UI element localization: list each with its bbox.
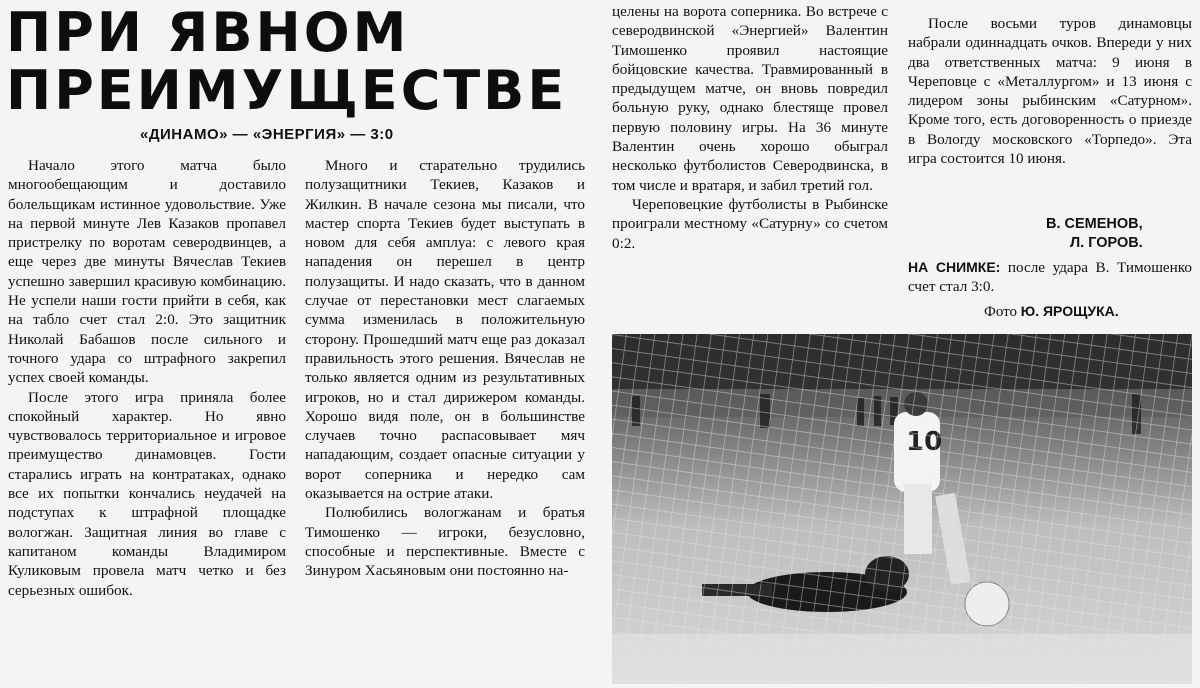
paragraph: целены на ворота соперника. Во встрече с северодвинской «Энергией» Валентин Тимошенко проявил настоящие бойцовские качества. Травмированный в предыдущем матче, он вновь повредил больную руку, однако блестяще провел первую половину игры. На 36 минуте Валентин очень хорошо обыграл несколько футболистов Северодвинска, в том числе и вратаря, и забил третий гол. xyxy=(612,3,888,194)
caption-text: после удара В. Тимошенко счет стал 3:0. xyxy=(908,259,1192,296)
match-photo-drawing xyxy=(612,334,1192,684)
paragraph: Начало этого матча было многообещающим и доставило болельщикам истинное удовольствие. Уже на первой минуте Лев Казаков пропавел пристрелку по воротам северодвинцев, а еще через две минуты Вячеслав Текиев успешно завершил красивую комбинацию. Не успели наши гости прийти в себя, как на табло счет стал 2:0. Это защитник Николай Бабашов после сильного и точного удара со штрафного закрепил успех своей команды. xyxy=(8,157,286,387)
paragraph: После восьми туров динамовцы набрали одиннадцать очков. Впереди у них два ответственных матча: 9 июня в Череповце с «Металлургом» и 13 июня с лидером зоны рыбинским «Сатурном». Кроме того, есть договоренность о приезде в Вологду московского «Торпедо». Эта игра состоится 10 июня. xyxy=(908,15,1192,168)
credit-prefix: Фото xyxy=(984,304,1018,320)
paragraph: Череповецкие футболисты в Рыбинске проиграли местному «Сатурну» со счетом 0:2. xyxy=(612,195,888,252)
author-signature-1: В. СЕМЕНОВ, xyxy=(1046,216,1143,232)
paragraph: После этого игра приняла более спокойный характер. Но явно чувствовалось территориальное и игровое преимущество динамовцев. Гости старались играть на контратаках, однако все их попытки кончались неудачей на подступах к штрафной площадке вологжан. Защитная линия во главе с капитаном команды Владимиром Куликовым провела матч четко и без серьезных ошибок. xyxy=(8,388,286,599)
match-subhead: «ДИНАМО» — «ЭНЕРГИЯ» — 3:0 xyxy=(140,126,394,143)
caption-label: НА СНИМКЕ: xyxy=(908,259,1001,275)
headline-line-2: ПРЕИМУЩЕСТВЕ xyxy=(6,59,568,122)
photo-credit xyxy=(984,303,1119,321)
article-column-3 xyxy=(612,2,888,332)
article-headline xyxy=(6,1,596,122)
photo-caption xyxy=(908,258,1192,297)
article-column-1 xyxy=(8,156,286,688)
author-signature-2: Л. ГОРОВ. xyxy=(1070,235,1143,251)
match-photo xyxy=(612,334,1192,684)
paragraph: Полюбились вологжанам и братья Тимошенко — игроки, безусловно, способные и перспективные. Вместе с Зинуром Хасьяновым они постоянно на- xyxy=(305,504,585,580)
paragraph: Много и старательно трудились полузащитники Текиев, Казаков и Жилкин. В начале сезона мы писали, что мастер спорта Текиев будет выступать в новом для себя амплуа: с левого края нападения он перешел в центр полузащиты. И надо сказать, что в данном случае от перестановки мест слагаемых сумма изменилась в положительную сторону. Прошедший матч еще раз доказал правильность этого решения. Вячеслав не только является одним из результативных игроков, но и стал дирижером команды. Хорошо видя поле, он в большинстве случаев точно распасовывает мяч нападающим, создает опасные ситуации у ворот соперника и нередко сам оказывается на острие атаки. xyxy=(305,157,585,503)
article-column-4 xyxy=(908,14,1192,220)
article-column-2 xyxy=(305,156,585,688)
credit-name: Ю. ЯРОЩУКА. xyxy=(1020,303,1119,319)
headline-line-1: ПРИ ЯВНОМ xyxy=(6,1,410,64)
